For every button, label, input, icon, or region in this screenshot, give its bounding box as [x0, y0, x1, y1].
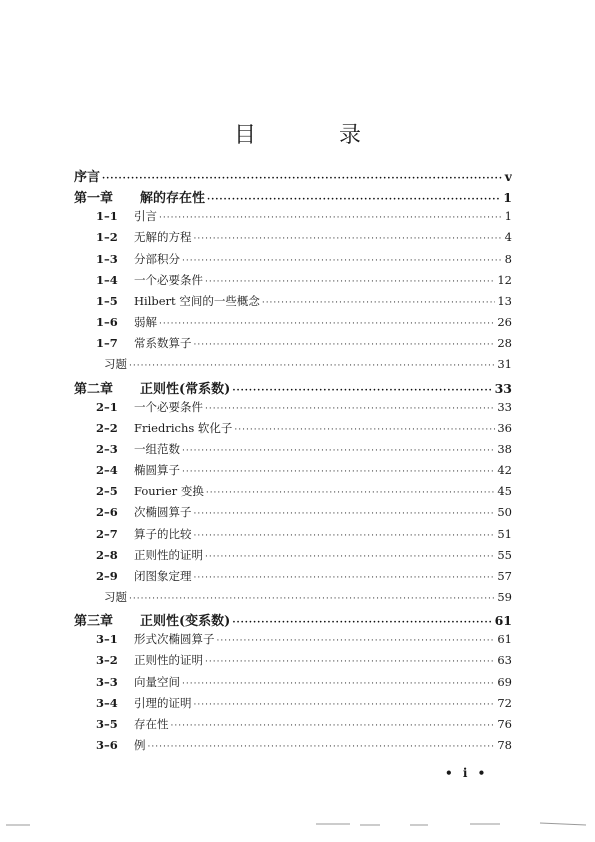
page-number: 1 [503, 190, 512, 206]
entry-title: 闭图象定理 [134, 568, 192, 583]
page-number: 31 [497, 357, 512, 372]
toc-entry-section [96, 420, 512, 436]
toc-entry-section [96, 441, 512, 457]
toc-entry-section [96, 229, 512, 245]
page-number: 51 [497, 526, 512, 541]
page-number: 55 [497, 547, 512, 562]
section-number: 3–5 [96, 716, 118, 731]
entry-title: 例 [134, 738, 146, 753]
section-number: 1–3 [96, 251, 118, 266]
section-number: 2–2 [96, 420, 118, 435]
leader-dots [148, 742, 496, 752]
entry-title: 一个必要条件 [134, 399, 203, 414]
entry-title: 一组范数 [134, 441, 180, 456]
section-number: 2–7 [96, 526, 118, 541]
toc-entry-section [96, 208, 512, 224]
toc-entry-section [96, 674, 512, 690]
leader-dots [206, 488, 496, 498]
leader-dots [194, 531, 496, 541]
page-number: 28 [497, 336, 512, 351]
toc-entry-section [96, 737, 512, 753]
leader-dots [194, 573, 496, 583]
entry-title: 习题 [104, 590, 127, 604]
entry-title: 引理的证明 [134, 695, 192, 710]
page-number: 33 [494, 380, 512, 396]
section-number: 3–3 [96, 674, 118, 689]
page-number: 78 [497, 738, 512, 753]
leader-dots [182, 467, 495, 477]
section-number: 2–4 [96, 463, 118, 478]
leader-dots [182, 679, 495, 689]
section-number: 2–3 [96, 441, 118, 456]
toc-entry-section [96, 251, 512, 267]
page-number: 8 [504, 251, 512, 266]
speck [540, 823, 586, 825]
entry-title: 向量空间 [134, 674, 180, 689]
page-number: 13 [497, 293, 512, 308]
entry-title: 弱解 [134, 315, 157, 330]
page-number: 59 [497, 590, 512, 604]
toc-entry-section [96, 462, 512, 478]
entry-title: 存在性 [134, 716, 169, 731]
page-folio: • i • [445, 766, 489, 780]
leader-dots [194, 700, 496, 710]
section-number: 2–5 [96, 484, 118, 499]
entry-title: 序言 [74, 170, 101, 185]
entry-title: Friedrichs 软化子 [134, 420, 233, 435]
section-number: 2–8 [96, 547, 118, 562]
entry-title: 形式次椭圆算子 [134, 632, 215, 647]
leader-dots [129, 594, 495, 604]
section-number: 1–2 [96, 230, 118, 245]
toc-entry-section [96, 716, 512, 732]
page-number: 26 [497, 315, 512, 330]
leader-dots [205, 657, 495, 667]
page-number: 12 [497, 272, 512, 287]
toc-entry-section [96, 568, 512, 584]
toc-entry-section [96, 293, 512, 309]
entry-title: 一个必要条件 [134, 272, 203, 287]
page-number: 69 [497, 674, 512, 689]
page-number: 1 [504, 209, 512, 224]
page-title: 目 录 [234, 123, 399, 148]
leader-dots [232, 618, 492, 628]
page-number: 63 [497, 653, 512, 668]
leader-dots [262, 298, 496, 308]
toc-entry-section [96, 335, 512, 351]
page-number: 45 [497, 484, 512, 499]
toc-entry-section [96, 504, 512, 520]
leader-dots [159, 319, 495, 329]
entry-title: 正则性的证明 [134, 547, 203, 562]
toc-entry-section [96, 695, 512, 711]
leader-dots [129, 361, 495, 371]
entry-title: Hilbert 空间的一些概念 [134, 293, 260, 308]
chapter-number: 第二章 [74, 381, 114, 397]
page-number: 61 [497, 632, 512, 647]
toc-entry-section [96, 399, 512, 415]
entry-title: 分部积分 [134, 251, 180, 266]
entry-title: 正则性的证明 [134, 653, 203, 668]
toc-entry-chapter [74, 187, 512, 206]
page-number: 38 [497, 441, 512, 456]
section-number: 1–7 [96, 336, 118, 351]
leader-dots [205, 404, 495, 414]
toc-entry-exercise [104, 356, 512, 372]
scan-specks [0, 820, 595, 830]
page-number: 76 [497, 716, 512, 731]
section-number: 3–2 [96, 653, 118, 668]
leader-dots [102, 174, 503, 184]
section-number: 3–4 [96, 695, 118, 710]
section-number: 1–4 [96, 272, 118, 287]
leader-dots [205, 277, 495, 287]
page-number: 36 [497, 420, 512, 435]
page-number: 50 [497, 505, 512, 520]
leader-dots [171, 721, 496, 731]
entry-title: 椭圆算子 [134, 463, 180, 478]
leader-dots [182, 256, 503, 266]
entry-title: 习题 [104, 357, 127, 372]
leader-dots [217, 636, 496, 646]
toc-entry-section [96, 631, 512, 647]
leader-dots [194, 509, 496, 519]
section-number: 2–6 [96, 505, 118, 520]
page-number: v [504, 169, 512, 184]
entry-title: 次椭圆算子 [134, 505, 192, 520]
entry-title: 常系数算子 [134, 336, 192, 351]
section-number: 1–1 [96, 209, 118, 224]
leader-dots [194, 340, 496, 350]
leader-dots [232, 386, 492, 396]
section-number: 1–5 [96, 293, 118, 308]
chapter-title: 解的存在性 [140, 191, 206, 207]
chapter-number: 第一章 [74, 191, 114, 207]
page-number: 72 [497, 695, 512, 710]
page-number: 42 [497, 463, 512, 478]
toc-entry-section [96, 652, 512, 668]
chapter-title: 正则性(变系数) [140, 614, 231, 630]
entry-title: 算子的比较 [134, 526, 192, 541]
leader-dots [207, 195, 501, 205]
page-number: 33 [497, 399, 512, 414]
chapter-number: 第三章 [74, 614, 114, 630]
toc-entry-chapter [74, 378, 512, 397]
page-number: 57 [497, 568, 512, 583]
section-number: 3–1 [96, 632, 118, 647]
entry-title: 无解的方程 [134, 230, 192, 245]
toc-entry-section [96, 526, 512, 542]
section-number: 3–6 [96, 738, 118, 753]
toc-entry-chapter [74, 610, 512, 629]
leader-dots [194, 234, 503, 244]
section-number: 1–6 [96, 315, 118, 330]
section-number: 2–9 [96, 568, 118, 583]
page-number: 61 [494, 613, 512, 629]
section-number: 2–1 [96, 399, 118, 414]
toc-entry-section [96, 314, 512, 330]
toc-entry-section [96, 483, 512, 499]
page-number: 4 [504, 230, 512, 245]
toc-entry-section [96, 272, 512, 288]
leader-dots [159, 213, 503, 223]
toc-entry-exercise [104, 589, 512, 605]
entry-title: Fourier 变换 [134, 484, 204, 499]
toc-entry-preface [74, 166, 512, 185]
leader-dots [182, 446, 495, 456]
entry-title: 引言 [134, 209, 157, 224]
leader-dots [205, 552, 495, 562]
chapter-title: 正则性(常系数) [140, 381, 231, 397]
leader-dots [234, 425, 495, 435]
toc-entry-section [96, 547, 512, 563]
